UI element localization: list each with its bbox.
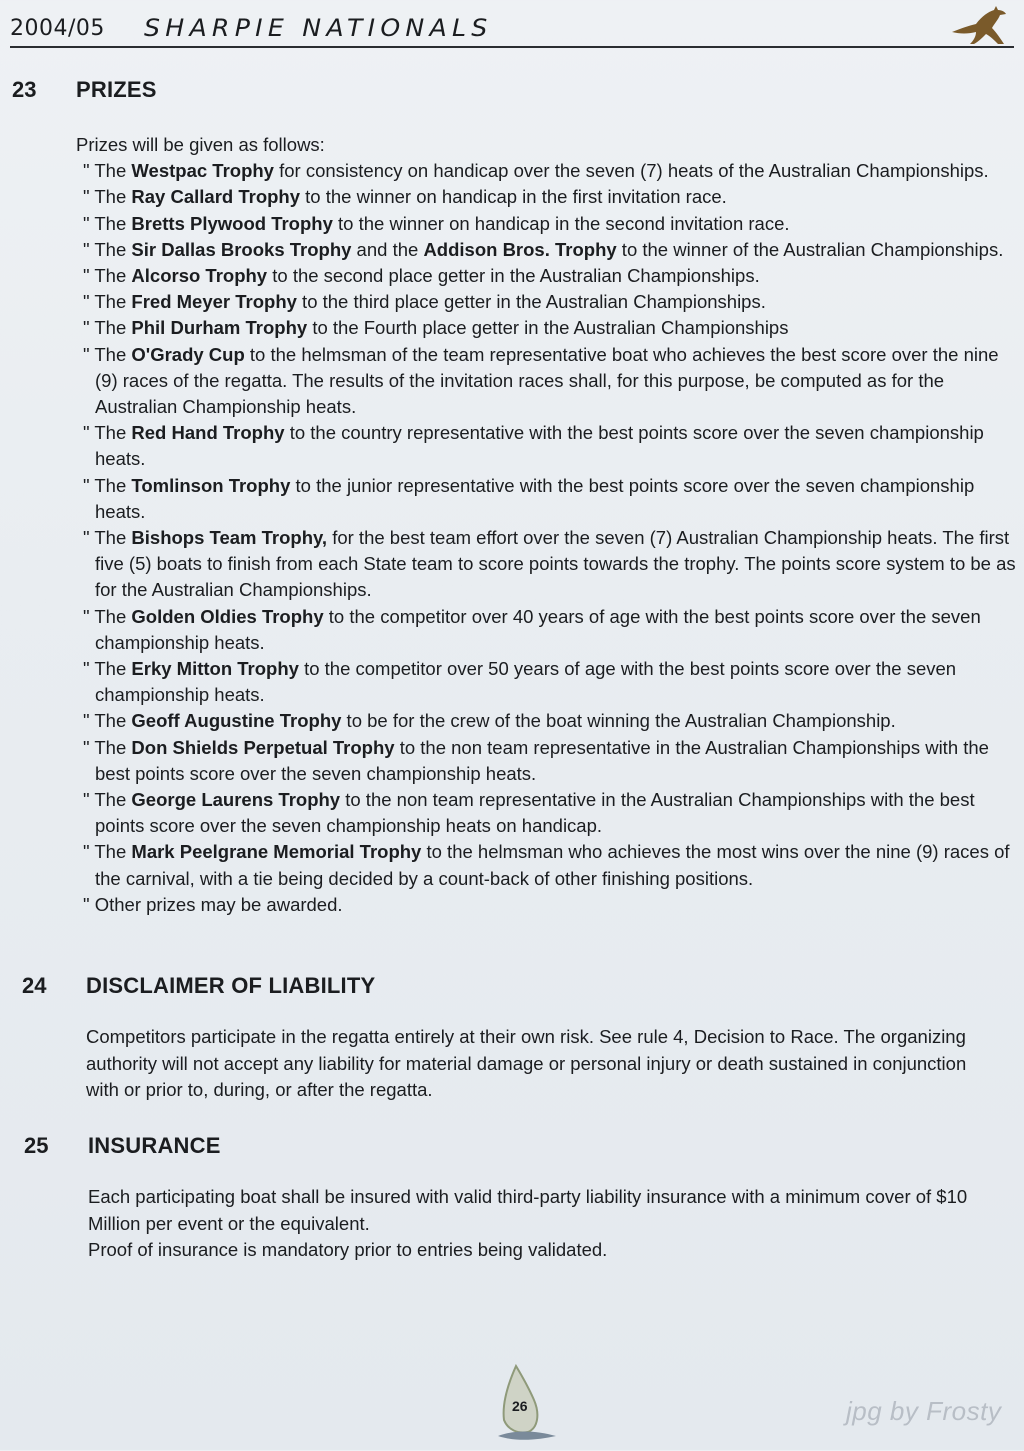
prize-item-prefix: The <box>94 265 132 287</box>
prizes-intro: Prizes will be given as follows: <box>76 134 325 155</box>
quote-mark: " <box>83 605 95 627</box>
prize-list-item <box>78 315 1016 341</box>
prize-trophy-name: Red Hand Trophy <box>131 422 285 444</box>
quote-mark: " <box>83 343 95 365</box>
section-number-23: 23 <box>12 77 37 102</box>
header-title: SHARPIE NATIONALS <box>144 14 493 42</box>
prize-trophy-name: Tomlinson Trophy <box>131 474 291 496</box>
prize-item-description: to the winner on handicap in the second invitation race. <box>332 212 790 234</box>
prize-item-prefix: The <box>94 605 132 627</box>
page-header <box>10 8 1014 48</box>
page-mark <box>494 1360 560 1446</box>
prize-list-item <box>78 342 1016 421</box>
prize-item-description: to the Fourth place getter in the Australian Championships <box>307 317 789 339</box>
prize-trophy-name: O'Grady Cup <box>131 343 245 365</box>
prize-list-item <box>78 184 1016 210</box>
prize-trophy-name: Bretts Plywood Trophy <box>131 212 333 234</box>
prize-list-item <box>78 289 1016 315</box>
prize-item-description: to the junior representative with the best points score over the seven championship heats. <box>95 474 975 522</box>
prize-trophy-name: Golden Oldies Trophy <box>131 605 324 627</box>
prize-item-description: to the third place getter in the Australian Championships. <box>296 291 766 313</box>
quote-mark: " <box>83 893 95 915</box>
prizes-list-block <box>76 132 1016 918</box>
prize-item-prefix: The <box>94 291 132 313</box>
prize-item-prefix: The <box>94 212 132 234</box>
prize-item-prefix: The <box>94 422 132 444</box>
prize-trophy-name: Erky Mitton Trophy <box>131 658 299 680</box>
prize-item-prefix: The <box>94 160 132 182</box>
quote-mark: " <box>83 474 95 496</box>
quote-mark: " <box>83 291 95 313</box>
prize-list-item <box>78 237 1016 263</box>
section-title-prizes: PRIZES <box>76 77 157 102</box>
prize-item-prefix: The <box>94 343 132 365</box>
prize-item-description: to the competitor over 50 years of age with the best points score over the seven championship heats. <box>95 658 957 706</box>
prize-item-description: to the winner of the Australian Championships. <box>616 238 1004 260</box>
prize-item-description: to the helmsman who achieves the most wins over the nine (9) races of the carnival, with a tie being decided by a count-back of other finishing positions. <box>95 841 1010 889</box>
prize-item-prefix: The <box>94 238 132 260</box>
prize-trophy-name: Ray Callard Trophy <box>131 186 301 208</box>
prize-item-description: to the winner on handicap in the first invitation race. <box>300 186 727 208</box>
section-number-25: 25 <box>24 1133 49 1158</box>
prize-trophy-name: Phil Durham Trophy <box>131 317 308 339</box>
quote-mark: " <box>83 841 95 863</box>
prize-list-item <box>78 158 1016 184</box>
prize-trophy-name: Fred Meyer Trophy <box>131 291 297 313</box>
insurance-proof-text: Proof of insurance is mandatory prior to entries being validated. <box>88 1239 608 1260</box>
prize-list <box>76 158 1016 918</box>
prize-item-prefix: The <box>94 317 132 339</box>
prize-item-prefix: Other prizes may be awarded. <box>94 893 343 915</box>
quote-mark: " <box>83 789 95 811</box>
prize-item-connector: and the <box>351 238 424 260</box>
prize-item-description: to the competitor over 40 years of age with the best points score over the seven championship heats. <box>95 605 981 653</box>
quote-mark: " <box>83 422 95 444</box>
prize-list-item <box>78 656 1016 708</box>
prize-item-prefix: The <box>94 710 132 732</box>
prize-list-item <box>78 787 1016 839</box>
quote-mark: " <box>83 160 95 182</box>
prize-item-description: for the best team effort over the seven (7) Australian Championship heats. The first five (5) boats to finish from each State team to score points towards the trophy. The points score system to be as for the Australian Championships. <box>95 527 1016 601</box>
prize-item-prefix: The <box>94 841 132 863</box>
section-title-disclaimer: DISCLAIMER OF LIABILITY <box>86 973 376 998</box>
prize-list-item <box>78 473 1016 525</box>
quote-mark: " <box>83 317 95 339</box>
watermark-text: jpg by Frosty <box>846 1396 1002 1426</box>
prize-item-description: to be for the crew of the boat winning the Australian Championship. <box>341 710 896 732</box>
prize-item-prefix: The <box>94 474 132 496</box>
quote-mark: " <box>83 736 95 758</box>
prize-trophy-name: George Laurens Trophy <box>131 789 341 811</box>
quote-mark: " <box>83 527 95 549</box>
prize-item-prefix: The <box>94 736 132 758</box>
quote-mark: " <box>83 238 95 260</box>
prize-item-description: to the non team representative in the Australian Championships with the best points score over the seven championship heats. <box>95 736 989 784</box>
prize-item-description: to the non team representative in the Australian Championships with the best points score over the seven championship heats on handicap. <box>95 789 975 837</box>
header-year: 2004/05 <box>10 16 105 41</box>
section-title-insurance: INSURANCE <box>88 1133 221 1158</box>
prize-list-item <box>78 525 1016 604</box>
prize-trophy-name: Geoff Augustine Trophy <box>131 710 342 732</box>
prize-list-item <box>78 839 1016 891</box>
prize-item-prefix: The <box>94 527 132 549</box>
quote-mark: " <box>83 710 95 732</box>
prize-item-description: to the second place getter in the Australian Championships. <box>267 265 760 287</box>
quote-mark: " <box>83 265 95 287</box>
prize-list-item <box>78 263 1016 289</box>
prize-list-item <box>78 604 1016 656</box>
prize-list-item <box>78 420 1016 472</box>
prize-item-description: for consistency on handicap over the seven (7) heats of the Australian Championships. <box>273 160 989 182</box>
prize-trophy-name: Bishops Team Trophy, <box>131 527 328 549</box>
section-number-24: 24 <box>22 973 47 998</box>
quote-mark: " <box>83 658 95 680</box>
prize-list-item <box>78 708 1016 734</box>
disclaimer-text: Competitors participate in the regatta entirely at their own risk. See rule 4, Decision to Race. The organizing authority will not accept any liability for material damage or personal injury or death sustained in conjunction with or prior to, during, or after the regatta. <box>86 1026 967 1100</box>
prize-list-item <box>78 211 1016 237</box>
prize-trophy-name: Mark Peelgrane Memorial Trophy <box>131 841 422 863</box>
kangaroo-icon <box>948 4 1008 48</box>
prize-list-item <box>78 892 1016 918</box>
prize-trophy-name: Alcorso Trophy <box>131 265 268 287</box>
quote-mark: " <box>83 186 95 208</box>
prize-trophy-name: Westpac Trophy <box>131 160 274 182</box>
prize-item-description: to the helmsman of the team representative boat who achieves the best score over the nine (9) races of the regatta. The results of the invitation races shall, for this purpose, be computed as for the Australian Championship heats. <box>95 343 999 418</box>
prize-trophy-name: Don Shields Perpetual Trophy <box>131 736 395 758</box>
prize-item-prefix: The <box>94 658 132 680</box>
prize-item-description: to the country representative with the best points score over the seven championship heats. <box>95 422 984 470</box>
prize-trophy-name: Sir Dallas Brooks Trophy <box>131 238 352 260</box>
quote-mark: " <box>83 212 95 234</box>
prize-list-item <box>78 735 1016 787</box>
insurance-text: Each participating boat shall be insured with valid third-party liability insurance with a minimum cover of $10 Million per event or the equivalent. <box>88 1186 968 1234</box>
prize-trophy-name: Addison Bros. Trophy <box>423 238 617 260</box>
page-number: 26 <box>512 1398 528 1414</box>
prize-item-prefix: The <box>94 186 132 208</box>
prize-item-prefix: The <box>94 789 132 811</box>
header-rule <box>10 46 1014 48</box>
